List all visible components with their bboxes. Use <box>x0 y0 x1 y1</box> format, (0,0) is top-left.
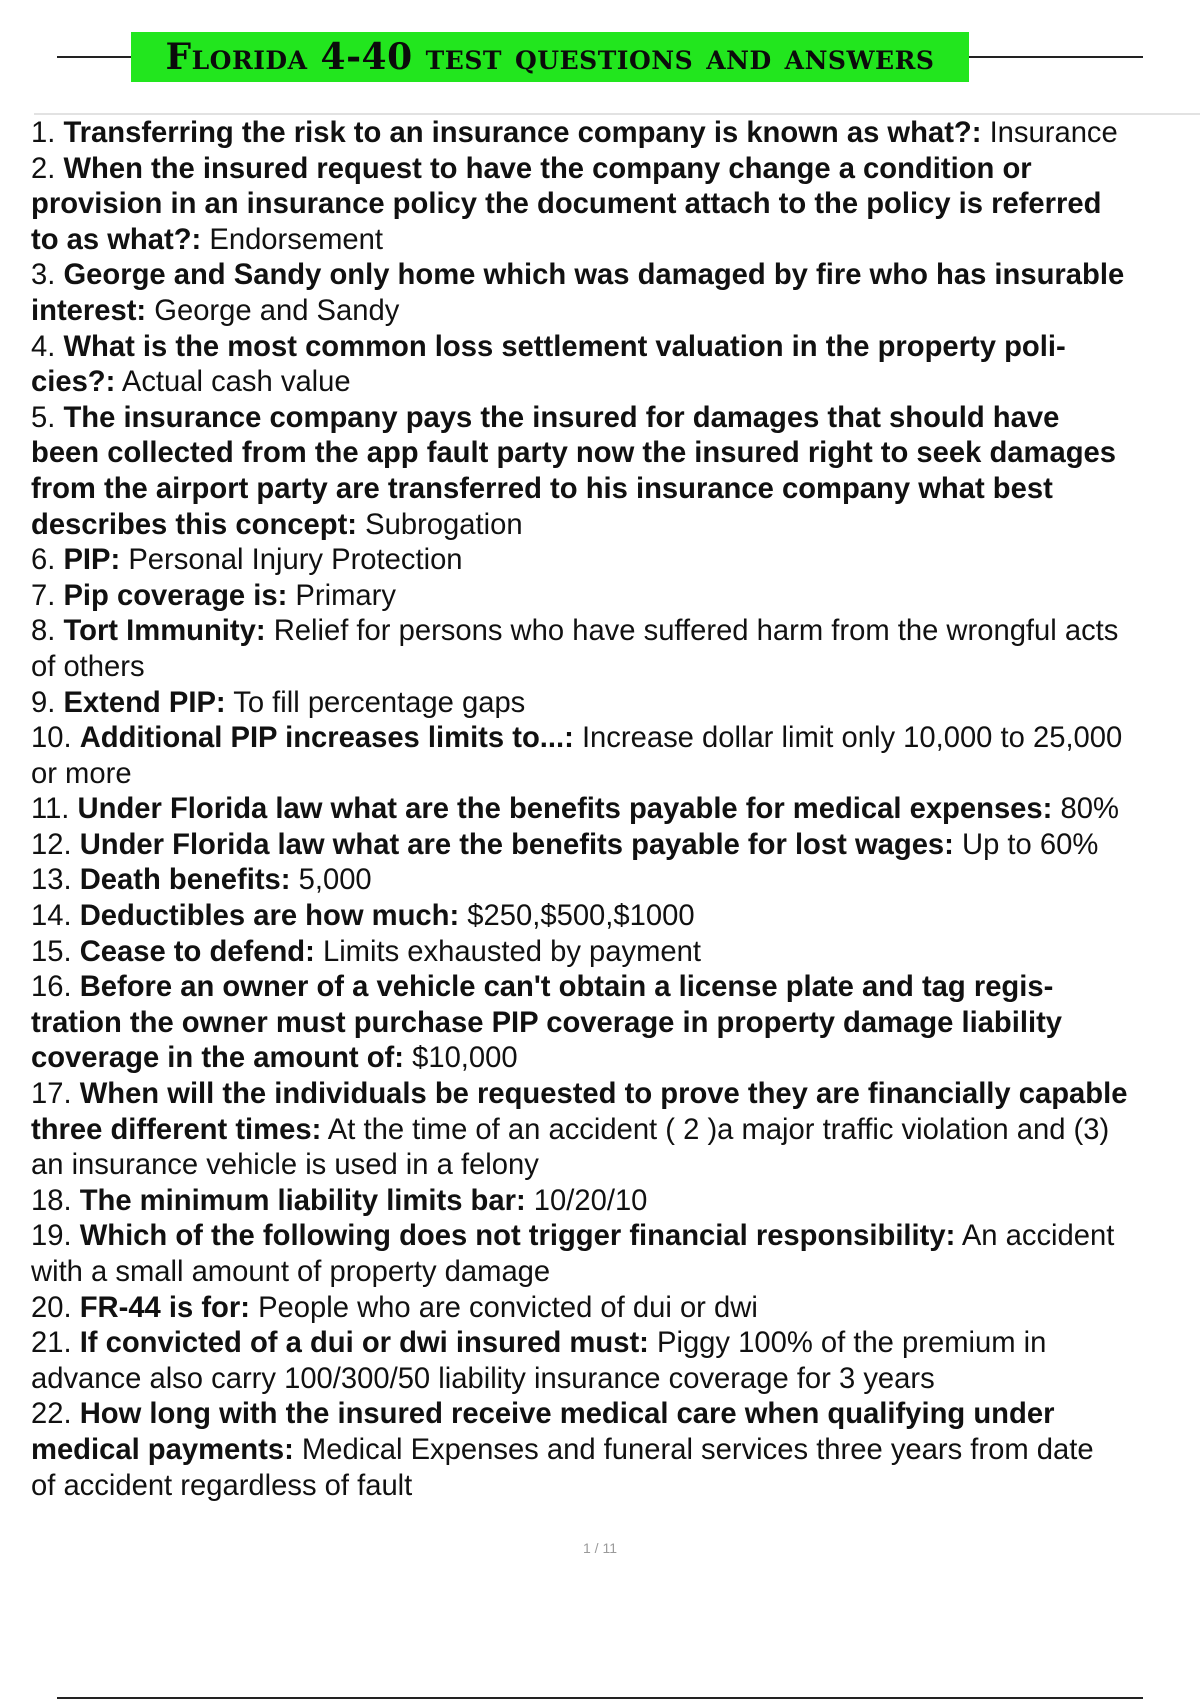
qa-item <box>31 686 1200 722</box>
qa-item <box>31 579 1200 615</box>
question-text: What is the most common loss settlement valuation in the property poli- cies?: <box>31 330 1066 399</box>
answer-text: An accident with a small amount of property damage <box>31 1220 1115 1288</box>
qa-item <box>31 828 1200 864</box>
qa-item <box>31 1219 1200 1290</box>
header-divider <box>34 113 1200 115</box>
item-number: 11. <box>31 793 78 826</box>
qa-item <box>31 614 1200 685</box>
item-number: 2. <box>31 152 64 185</box>
item-number: 8. <box>31 615 64 648</box>
qa-item <box>31 1397 1200 1504</box>
title-rule-left <box>57 56 137 58</box>
item-number: 10. <box>31 722 80 755</box>
answer-text: Primary <box>287 579 396 612</box>
qa-item <box>31 935 1200 971</box>
question-text: Death benefits: <box>79 864 291 897</box>
question-text: The insurance company pays the insured for damages that should have been collected from the app fault party now the insured right to seek damages from the airport party are transferred to his insurance company what best describes this concept: <box>31 401 1117 541</box>
answer-text: Subrogation <box>357 508 523 541</box>
answer-text: 10/20/10 <box>525 1184 648 1217</box>
qa-item <box>31 792 1200 828</box>
question-text: Deductibles are how much: <box>79 900 460 933</box>
item-number: 3. <box>31 259 64 292</box>
qa-item <box>31 1077 1200 1184</box>
question-text: Before an owner of a vehicle can't obtain a license plate and tag regis- tration the owner must purchase PIP coverage in property damage liability coverage in the amount of: <box>31 971 1063 1075</box>
title-rule-right <box>969 56 1143 58</box>
qa-item <box>31 899 1200 935</box>
answer-text: $10,000 <box>404 1042 518 1075</box>
item-number: 16. <box>31 971 80 1004</box>
answer-text: To fill percentage gaps <box>225 686 526 719</box>
answer-text: $250,$500,$1000 <box>459 900 695 933</box>
answer-text: George and Sandy <box>146 294 400 327</box>
question-text: Tort Immunity: <box>63 615 266 648</box>
answer-text: At the time of an accident ( 2 )a major traffic violation and (3) an insurance vehicle is used in a felony <box>31 1113 1110 1182</box>
item-number: 17. <box>31 1078 80 1111</box>
answer-text: People who are convicted of dui or dwi <box>249 1291 758 1324</box>
question-text: Additional PIP increases limits to...: <box>79 722 574 755</box>
item-number: 4. <box>31 330 64 363</box>
question-text: When will the individuals be requested to prove they are financially capable three different times: <box>31 1078 1128 1146</box>
qa-item <box>31 116 1200 152</box>
answer-text: Piggy 100% of the premium in advance also carry 100/300/50 liability insurance coverage for 3 years <box>31 1327 1047 1395</box>
question-text: Transferring the risk to an insurance company is known as what?: <box>63 117 982 149</box>
page-number: 1 / 11 <box>583 1540 617 1556</box>
answer-text: Up to 60% <box>953 828 1099 861</box>
question-text: FR-44 is for: <box>79 1291 250 1324</box>
item-number: 12. <box>31 828 80 861</box>
question-text: Under Florida law what are the benefits payable for lost wages: <box>79 828 954 861</box>
qa-item <box>31 863 1200 899</box>
item-number: 19. <box>31 1220 80 1253</box>
answer-text: 5,000 <box>290 864 372 897</box>
item-number: 1. <box>31 117 64 149</box>
item-number: 14. <box>31 900 80 933</box>
answer-text: Actual cash value <box>115 366 351 399</box>
question-text: The minimum liability limits bar: <box>79 1184 526 1217</box>
bottom-rule <box>57 1697 1143 1699</box>
answer-text: Increase dollar limit only 10,000 to 25,000 or more <box>31 722 1123 790</box>
question-answer-list <box>31 116 1200 1504</box>
answer-text: Limits exhausted by payment <box>314 935 701 968</box>
question-text: Under Florida law what are the benefits payable for medical expenses: <box>77 793 1053 826</box>
answer-text: Medical Expenses and funeral services three years from date of accident regardless of fault <box>31 1433 1094 1502</box>
item-number: 9. <box>31 686 64 719</box>
item-number: 22. <box>31 1398 80 1431</box>
qa-item <box>31 721 1200 792</box>
item-number: 7. <box>31 579 64 612</box>
answer-text: Endorsement <box>201 223 383 256</box>
item-number: 5. <box>31 401 64 434</box>
question-text: Extend PIP: <box>63 686 226 719</box>
qa-item <box>31 258 1200 329</box>
item-number: 13. <box>31 864 80 897</box>
question-text: Cease to defend: <box>79 935 315 968</box>
item-number: 6. <box>31 544 64 577</box>
question-text: Which of the following does not trigger financial responsibility: <box>79 1220 956 1253</box>
title-header <box>57 32 1143 82</box>
qa-item <box>31 543 1200 579</box>
question-text: When the insured request to have the company change a condition or provision in an insurance policy the document attach to the policy is referred to as what?: <box>31 152 1102 256</box>
item-number: 15. <box>31 935 80 968</box>
qa-item <box>31 1291 1200 1327</box>
question-text: How long with the insured receive medical care when qualifying under medical payments: <box>31 1398 1055 1466</box>
qa-item <box>31 152 1200 259</box>
item-number: 18. <box>31 1184 80 1217</box>
answer-text: Relief for persons who have suffered harm from the wrongful acts of others <box>31 615 1119 683</box>
answer-text: Insurance <box>981 117 1118 149</box>
question-text: PIP: <box>63 544 121 577</box>
document-title: Florida 4-40 test questions and answers <box>131 32 969 82</box>
item-number: 21. <box>31 1327 80 1360</box>
answer-text: 80% <box>1052 793 1119 826</box>
qa-item <box>31 330 1200 401</box>
question-text: George and Sandy only home which was damaged by fire who has insurable interest: <box>31 259 1125 327</box>
question-text: If convicted of a dui or dwi insured must: <box>79 1327 649 1360</box>
answer-text: Personal Injury Protection <box>120 544 463 577</box>
qa-item <box>31 1184 1200 1220</box>
qa-item <box>31 970 1200 1077</box>
qa-item <box>31 401 1200 543</box>
item-number: 20. <box>31 1291 80 1324</box>
qa-item <box>31 1326 1200 1397</box>
question-text: Pip coverage is: <box>63 579 288 612</box>
